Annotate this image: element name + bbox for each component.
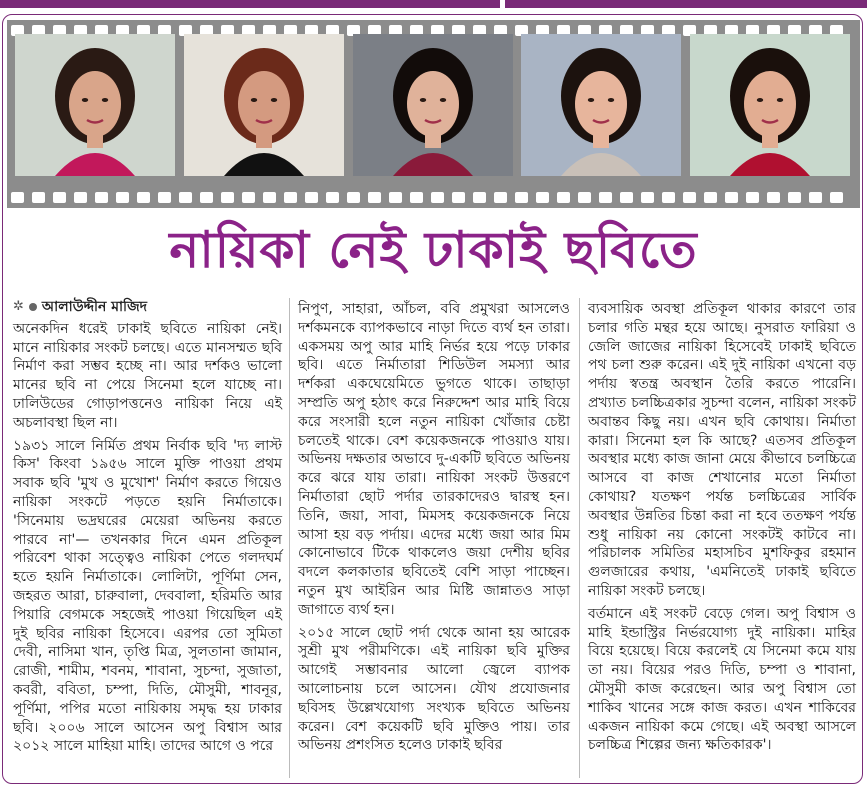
sprocket-hole xyxy=(452,192,465,203)
article-column-2 xyxy=(298,300,570,759)
portrait-photo-4 xyxy=(521,34,681,176)
top-rule-left xyxy=(0,0,500,8)
portrait-photo-2 xyxy=(184,34,344,176)
sprocket-hole xyxy=(599,192,612,203)
sprocket-hole xyxy=(620,192,633,203)
byline-author: আলাউদ্দীন মাজিদ xyxy=(41,299,147,315)
sprocket-hole xyxy=(641,192,654,203)
sprocket-hole xyxy=(95,192,108,203)
sprocket-hole xyxy=(788,192,801,203)
sprocket-hole xyxy=(578,192,591,203)
sprocket-hole xyxy=(305,192,318,203)
headline: নায়িকা নেই ঢাকাই ছবিতে xyxy=(169,220,698,279)
article-column-3 xyxy=(588,300,856,759)
sprocket-hole xyxy=(116,192,129,203)
sprocket-hole xyxy=(347,192,360,203)
sprocket-hole xyxy=(53,192,66,203)
sprocket-hole xyxy=(683,192,696,203)
sprocket-hole xyxy=(242,192,255,203)
paragraph: নিপুণ, সাহারা, আঁচল, ববি প্রমুখরা আসলেও দর্শকমনকে ব্যাপকভাবে নাড়া দিতে ব্যর্থ হন তারা। একসময় অপু আর মাহি নির্ভর হয়ে পড়ে ঢাকার ছবি। এতে নির্মাতারা শিডিউল সমস্যা আর দর্শকরা একঘেয়েমিতে ভুগতে থাকে। তাছাড়া সম্প্রতি অপু হঠাৎ করে নিরুদ্দেশ আর মাহি বিয়ে করে সংসারী হলে নতুন নায়িকা খোঁজার চেষ্টা চলতেই থাকে। বেশ কয়েকজনকে পাওয়াও যায়। অভিনয় দক্ষতার অভাবে দু-একটি ছবিতে অভিনয় করে ঝরে যায় তারা। নায়িকা সংকট উত্তরণে নির্মাতারা ছোট পর্দার তারকাদেরও দ্বারস্থ হন। তিনি, জয়া, সাবা, মিমসহ কয়েকজনকে নিয়ে আসা হয় বড় পর্দায়। এদের মধ্যে জয়া আর মিম কোনোভাবে টিকে থাকলেও জয়া দেশীয় ছবির বদলে কলকাতার ছবিতেই বেশি সাড়া পাচ্ছেন। নতুন মুখ আইরিন আর মিষ্টি জান্নাতও সাড়া জাগাতে ব্যর্থ হন। xyxy=(298,301,570,618)
sprocket-hole xyxy=(368,192,381,203)
sprocket-hole xyxy=(809,192,822,203)
sprocket-hole xyxy=(137,192,150,203)
paragraph: অনেকদিন ধরেই ঢাকাই ছবিতে নায়িকা নেই। মানে নায়িকার সংকট চলছে। এতে মানসম্মত ছবি নির্মাণ করা সম্ভব হচ্ছে না। আর দর্শকও ভালো মানের ছবি না পেয়ে সিনেমা হলে যাচ্ছে না। ঢালিউডের গোড়াপত্তনেও নায়িকা নিয়ে এই অচলাবস্থা ছিল না। xyxy=(13,320,282,431)
sprocket-hole xyxy=(158,192,171,203)
column-divider xyxy=(579,298,580,778)
sprocket-hole xyxy=(515,192,528,203)
article-column-1 xyxy=(13,298,282,760)
sprocket-hole xyxy=(746,192,759,203)
sprocket-hole xyxy=(662,192,675,203)
byline xyxy=(13,298,282,317)
sprocket-hole xyxy=(326,192,339,203)
column-divider xyxy=(289,298,290,778)
sprocket-hole xyxy=(410,192,423,203)
paragraph: ব্যবসায়িক অবস্থা প্রতিকূল থাকার কারণে তার চলার গতি মন্থর হয়ে আছে। নুসরাত ফারিয়া ও জেলি জাজের নায়িকা হিসেবেই ঢাকাই ছবিতে পথ চলা শুরু করেন। এই দুই নায়িকা এখনো বড় পর্দায় স্বতন্ত্র অবস্থান তৈরি করতে পারেনি। প্রখ্যাত চলচ্চিত্রকার সুচন্দা বলেন, নায়িকা সংকট অবান্তব কিছু নয়। এখন ছবি কোথায়। নির্মাতা কারা। সিনেমা হল কি আছে? এতসব প্রতিকূল অবস্থার মধ্যে কাজ জানা মেয়ে কীভাবে চলচ্চিত্রে আসবে বা কাজ শেখানোর মতো নির্মাতা কোথায়? যতক্ষণ পর্যন্ত চলচ্চিত্রের সার্বিক অবস্থার উন্নতির চিন্তা করা না হবে ততক্ষণ পর্যন্ত শুধু নায়িকা নয় কোনো সংকটই কাটবে না। পরিচালক সমিতির মহাসচিব মুশফিকুর রহমান গুলজারের কথায়, 'এমনিতেই ঢাকাই ছবিতে নায়িকা সংকট চলছে। xyxy=(588,301,856,599)
sprocket-hole xyxy=(389,192,402,203)
portrait-photo-3 xyxy=(353,34,513,176)
bullet-icon xyxy=(29,303,37,311)
portrait-photo-5 xyxy=(690,34,850,176)
gear-icon: ✲ xyxy=(13,299,24,314)
sprocket-hole xyxy=(11,192,24,203)
sprocket-hole xyxy=(179,192,192,203)
sprocket-hole xyxy=(830,192,843,203)
sprocket-hole xyxy=(494,192,507,203)
sprocket-hole xyxy=(284,192,297,203)
paragraph: ২০১৫ সালে ছোট পর্দা থেকে আনা হয় আরেক সুশ্রী মুখ পরীমণিকে। এই নায়িকা ছবি মুক্তির আগেই সম্ভাবনার আলো জ্বেলে ব্যাপক আলোচনায় চলে আসেন। যৌথ প্রযোজনার ছবিসহ উল্লেখযোগ্য সংখ্যক ছবিতে অভিনয় করেন। বেশ কয়েকটি ছবি মুক্তিও পায়। তার অভিনয় প্রশংসিত হলেও ঢাকাই ছবির xyxy=(298,624,570,754)
sprocket-hole xyxy=(221,192,234,203)
sprocket-hole xyxy=(200,192,213,203)
paragraph: বর্তমানে এই সংকট বেড়ে গেল। অপু বিশ্বাস ও মাহি ইন্ডাস্ট্রির নির্ভরযোগ্য দুই নায়িকা। মাহির বিয়ে হয়েছে। বিয়ে করলেই যে সিনেমা কমে যায় তা নয়। বিয়ের পরও দিতি, চম্পা ও শাবানা, মৌসুমী কাজ করেছেন। আর অপু বিশ্বাস তো শাকিব খানের সঙ্গে কাজ করত। এখন শাকিবের একজন নায়িকা কমে গেছে। এই অবস্থা আসলে চলচ্চিত্র শিল্পের জন্য ক্ষতিকারক'। xyxy=(588,605,856,754)
sprocket-hole xyxy=(473,192,486,203)
sprocket-hole xyxy=(32,192,45,203)
sprocket-hole xyxy=(431,192,444,203)
portrait-photo-1 xyxy=(15,34,175,176)
sprocket-hole xyxy=(74,192,87,203)
top-rule-right xyxy=(505,0,867,8)
sprocket-hole xyxy=(263,192,276,203)
film-sprocket-holes-bottom xyxy=(11,192,856,203)
sprocket-hole xyxy=(536,192,549,203)
sprocket-hole xyxy=(767,192,780,203)
paragraph: ১৯৩১ সালে নির্মিত প্রথম নির্বাক ছবি 'দ্য লাস্ট কিস' কিংবা ১৯৫৬ সালে মুক্তি পাওয়া প্রথম সবাক ছবি 'মুখ ও মুখোশ' নির্মাণ করতে গিয়েও নায়িকা সংকটে পড়তে হয়নি নির্মাতাকে। 'সিনেমায় ভদ্রঘরের মেয়েরা অভিনয় করতে পারবে না'— তখনকার দিনে এমন প্রতিকূল পরিবেশ থাকা সত্ত্বেও নায়িকা পেতে গলদঘর্ম হতে হয়নি নির্মাতাকে। লোলিটা, পূর্ণিমা সেন, জহরত আরা, চারুবালা, দেববালা, হরিমতি আর পিয়ারি বেগমকে সহজেই পাওয়া গিয়েছিল এই দুই ছবির নায়িকা হিসেবে। এরপর তো সুমিতা দেবী, নাসিমা খান, তৃপ্তি মিত্র, সুলতানা জামান, রোজী, শামীম, শবনম, শাবানা, সুচন্দা, সুজাতা, কবরী, ববিতা, চম্পা, দিতি, মৌসুমী, শাবনূর, পূর্ণিমা, পপির মতো নায়িকায় সমৃদ্ধ হয় ঢাকার ছবি। ২০০৬ সালে আসেন অপু বিশ্বাস আর ২০১২ সালে মাহিয়া মাহি। তাদের আগে ও পরে xyxy=(13,437,282,755)
sprocket-hole xyxy=(704,192,717,203)
sprocket-hole xyxy=(557,192,570,203)
sprocket-hole xyxy=(725,192,738,203)
